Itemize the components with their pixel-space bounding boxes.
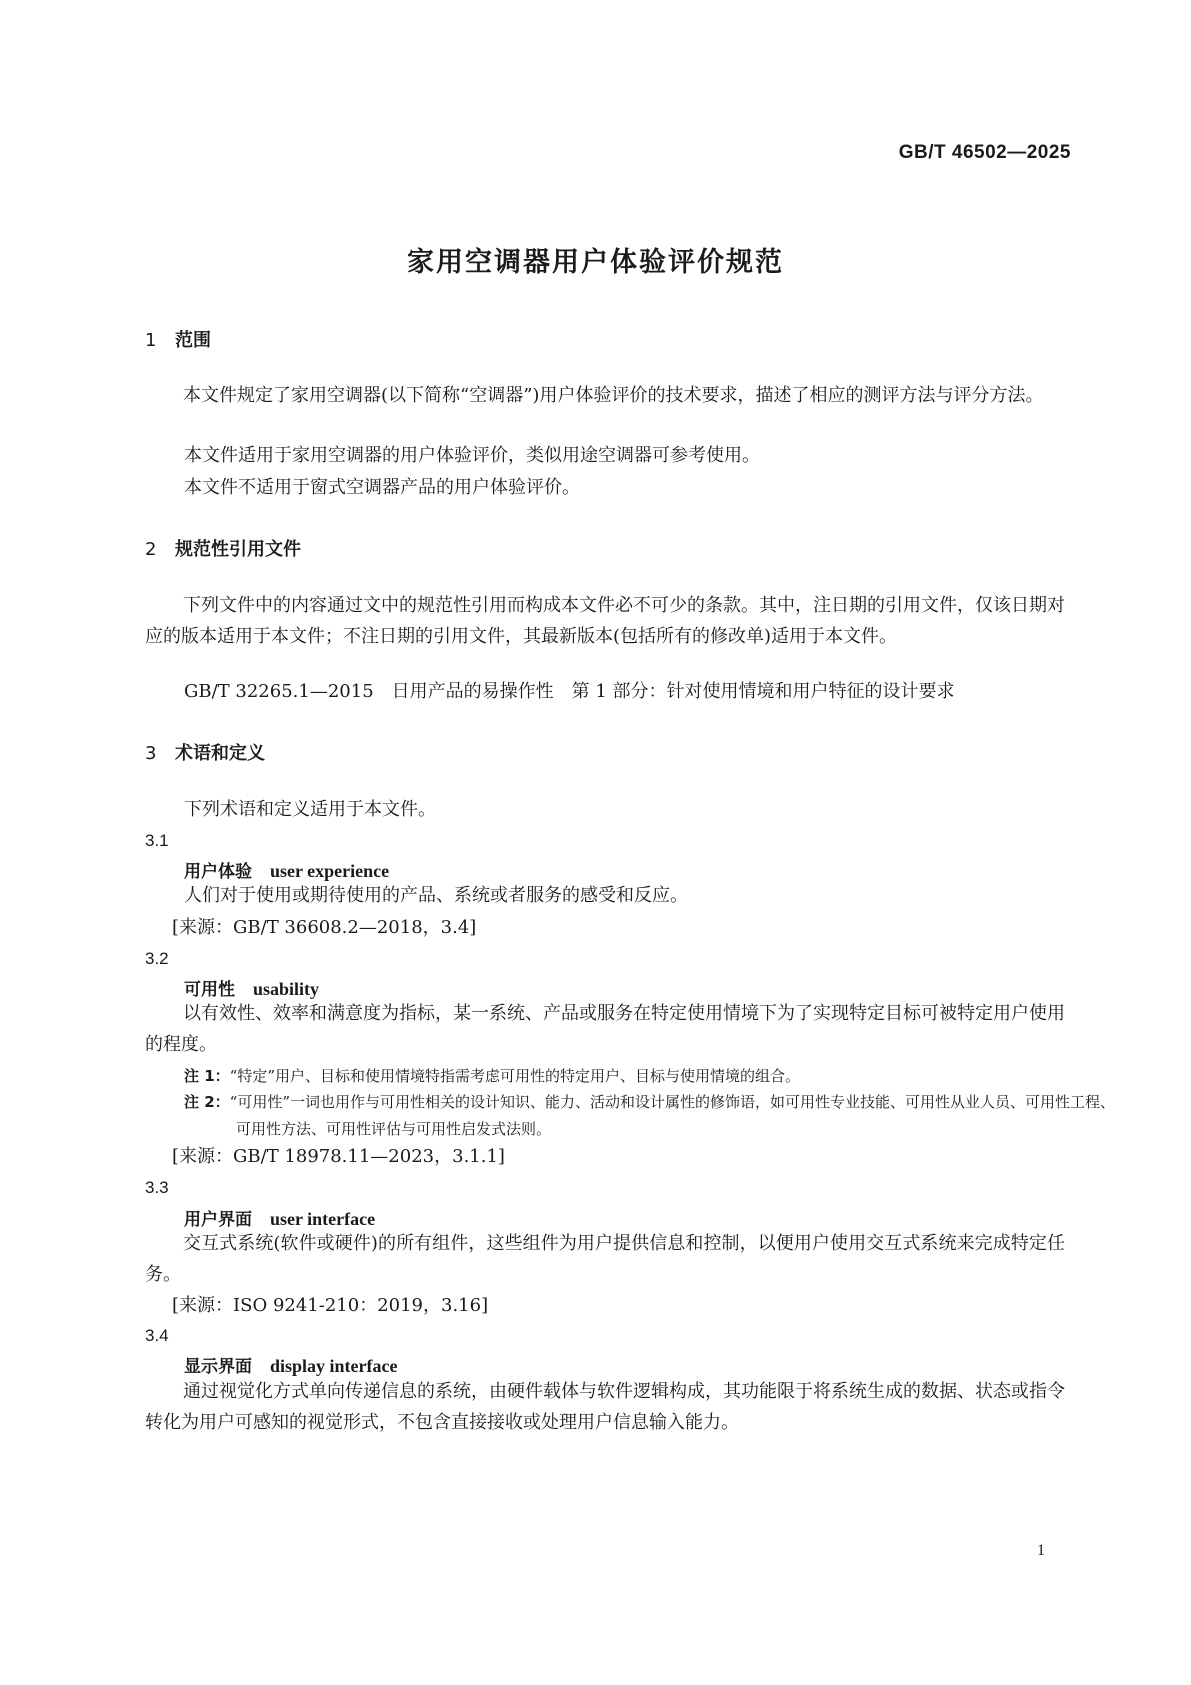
note-label: 注 2：: [184, 1093, 230, 1111]
document-title: 家用空调器用户体验评价规范: [407, 247, 784, 278]
term-definition: 通过视觉化方式单向传递信息的系统，由硬件载体与软件逻辑构成，其功能限于将系统生成的数据、状态或指令转化为用户可感知的视觉形式，不包含直接接收或处理用户信息输入能力。: [145, 1381, 1065, 1433]
term-number: 3.1: [145, 831, 169, 850]
term-en: user experience: [270, 861, 390, 881]
term-note: [184, 1063, 1116, 1090]
note-text: “特定”用户、目标和使用情境特指需考虑可用性的特定用户、目标与使用情境的组合。: [229, 1067, 801, 1085]
term-source: [来源：GB/T 36608.2—2018，3.4]: [172, 917, 477, 938]
section-number: 1: [145, 330, 157, 351]
term-en: user interface: [270, 1209, 376, 1229]
section-title: 规范性引用文件: [175, 539, 301, 560]
scope-paragraph-2: 本文件适用于家用空调器的用户体验评价，类似用途空调器可参考使用。: [184, 445, 760, 466]
section-2-heading: [145, 535, 301, 561]
reference-item: GB/T 32265.1—2015 日用产品的易操作性 第 1 部分：针对使用情境和用户特征的设计要求: [184, 681, 955, 702]
term-entry: [184, 975, 319, 1000]
terms-intro: 下列术语和定义适用于本文件。: [184, 799, 436, 820]
term-number: 3.3: [145, 1178, 169, 1197]
section-title: 范围: [175, 330, 211, 351]
term-entry: [184, 1352, 398, 1377]
term-source: [来源：GB/T 18978.11—2023，3.1.1]: [172, 1146, 505, 1167]
section-title: 术语和定义: [175, 743, 265, 764]
term-zh: 用户界面: [184, 1210, 252, 1230]
term-zh: 显示界面: [184, 1357, 252, 1377]
term-en: usability: [253, 979, 320, 999]
normative-refs-paragraph: 下列文件中的内容通过文中的规范性引用而构成本文件必不可少的条款。其中，注日期的引用文件，仅该日期对应的版本适用于本文件；不注日期的引用文件，其最新版本(包括所有的修改单)适用于本文件。: [145, 595, 1065, 647]
page-number: 1: [1037, 1542, 1045, 1559]
term-definition: 以有效性、效率和满意度为指标，某一系统、产品或服务在特定使用情境下为了实现特定目标可被特定用户使用的程度。: [145, 1003, 1065, 1055]
standard-number: GB/T 46502—2025: [898, 142, 1071, 163]
term-source: [来源：ISO 9241-210：2019，3.16]: [172, 1295, 489, 1316]
scope-paragraph-1: 本文件规定了家用空调器(以下简称“空调器”)用户体验评价的技术要求，描述了相应的测评方法与评分方法。: [183, 385, 1044, 406]
note-text: “可用性”一词也用作与可用性相关的设计知识、能力、活动和设计属性的修饰语，如可用性专业技能、可用性从业人员、可用性工程、可用性方法、可用性评估与可用性启发式法则。: [229, 1093, 1116, 1138]
term-entry: [184, 1205, 375, 1230]
term-zh: 用户体验: [184, 862, 252, 882]
section-3-heading: [145, 739, 265, 765]
term-note: [184, 1089, 1116, 1143]
term-number: 3.4: [145, 1326, 169, 1345]
section-number: 3: [145, 743, 157, 764]
note-label: 注 1：: [184, 1067, 230, 1085]
scope-paragraph-3: 本文件不适用于窗式空调器产品的用户体验评价。: [184, 477, 580, 498]
term-number: 3.2: [145, 949, 169, 968]
term-en: display interface: [270, 1356, 398, 1376]
term-entry: [184, 857, 389, 882]
term-definition: 交互式系统(软件或硬件)的所有组件，这些组件为用户提供信息和控制，以便用户使用交互式系统来完成特定任务。: [145, 1233, 1065, 1285]
term-definition: 人们对于使用或期待使用的产品、系统或者服务的感受和反应。: [184, 885, 688, 906]
section-1-heading: [145, 326, 211, 352]
term-zh: 可用性: [184, 980, 235, 1000]
section-number: 2: [145, 539, 157, 560]
